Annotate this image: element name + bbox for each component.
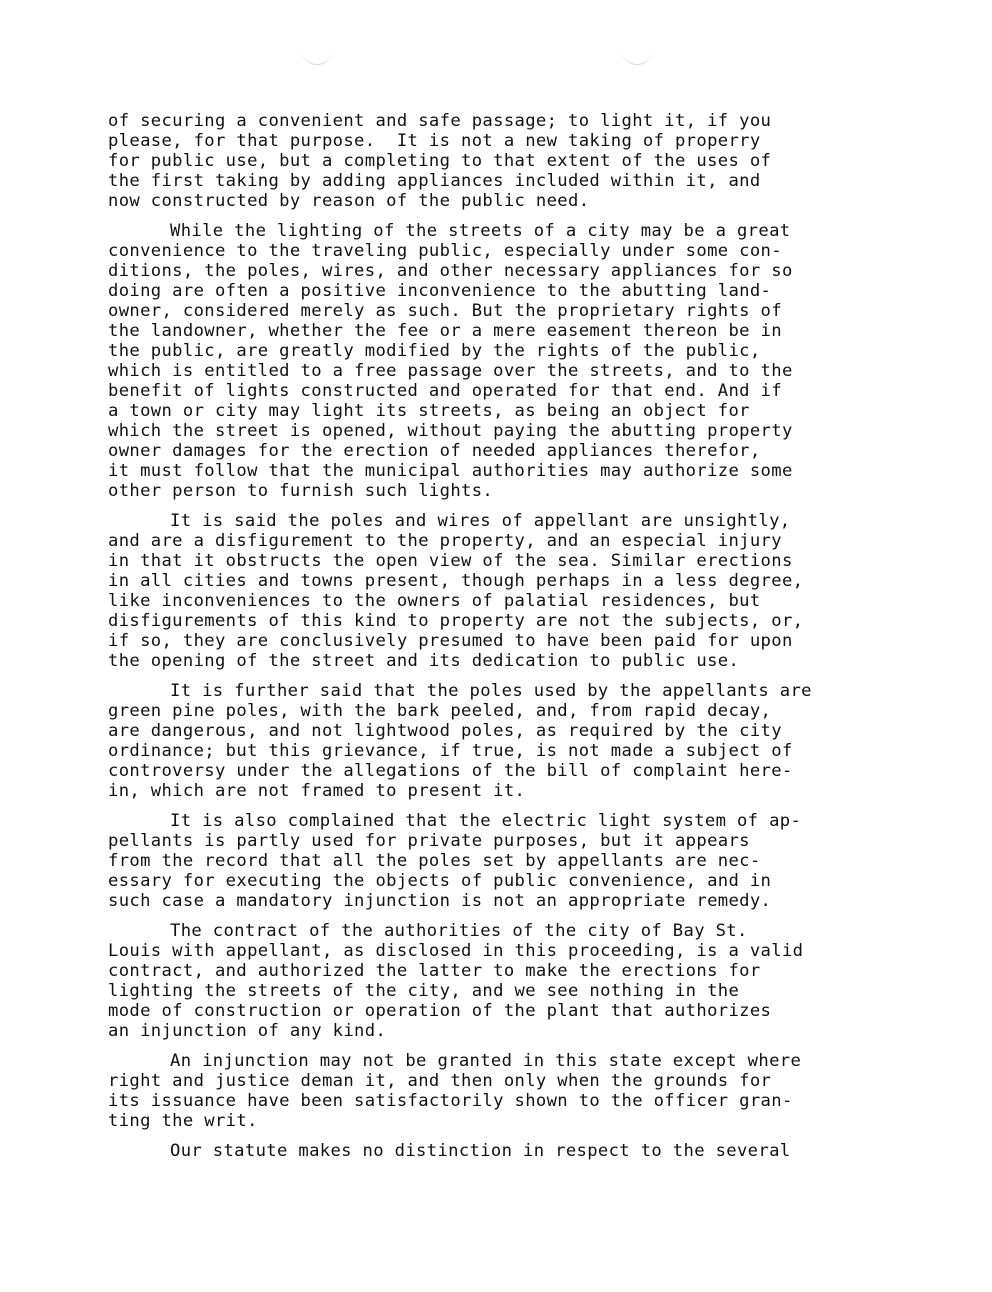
text-line: of securing a convenient and safe passage; to light it, if you	[108, 111, 772, 131]
text-line: pellants is partly used for private purposes, but it appears	[108, 831, 750, 851]
text-line: in all cities and towns present, though perhaps in a less degree,	[108, 571, 804, 591]
text-line: from the record that all the poles set by appellants are nec-	[108, 851, 761, 871]
text-line: ditions, the poles, wires, and other necessary appliances for so	[108, 261, 793, 281]
text-line: the opening of the street and its dedication to public use.	[108, 651, 740, 671]
paragraph	[108, 221, 908, 501]
text-line: please, for that purpose. It is not a new taking of properry	[108, 131, 761, 151]
document-body	[108, 111, 908, 1171]
text-line: It is also complained that the electric light system of ap-	[170, 811, 802, 831]
text-line: convenience to the traveling public, especially under some con-	[108, 241, 782, 261]
text-line: The contract of the authorities of the city of Bay St.	[170, 921, 748, 941]
text-line: Louis with appellant, as disclosed in this proceeding, is a valid	[108, 941, 804, 961]
text-line: now constructed by reason of the public need.	[108, 191, 590, 211]
text-line: owner, considered merely as such. But the proprietary rights of	[108, 301, 782, 321]
text-line: its issuance have been satisfactorily shown to the officer gran-	[108, 1091, 793, 1111]
text-line: disfigurements of this kind to property are not the subjects, or,	[108, 611, 804, 631]
text-line: the public, are greatly modified by the rights of the public,	[108, 341, 761, 361]
text-line: an injunction of any kind.	[108, 1021, 387, 1041]
text-line: for public use, but a completing to that extent of the uses of	[108, 151, 772, 171]
text-line: are dangerous, and not lightwood poles, as required by the city	[108, 721, 782, 741]
paragraph	[108, 1051, 908, 1131]
text-line: While the lighting of the streets of a city may be a great	[170, 221, 791, 241]
text-line: Our statute makes no distinction in respect to the several	[170, 1141, 791, 1161]
text-line: the first taking by adding appliances included within it, and	[108, 171, 761, 191]
text-line: contract, and authorized the latter to make the erections for	[108, 961, 761, 981]
text-line: and are a disfigurement to the property, and an especial injury	[108, 531, 782, 551]
text-line: It is further said that the poles used by the appellants are	[170, 681, 812, 701]
text-line: doing are often a positive inconvenience to the abutting land-	[108, 281, 772, 301]
text-line: lighting the streets of the city, and we see nothing in the	[108, 981, 740, 1001]
paragraph	[108, 1141, 908, 1161]
text-line: right and justice deman it, and then only when the grounds for	[108, 1071, 772, 1091]
text-line: ordinance; but this grievance, if true, is not made a subject of	[108, 741, 793, 761]
text-line: benefit of lights constructed and operated for that end. And if	[108, 381, 782, 401]
punch-hole-mark	[622, 38, 652, 65]
text-line: which is entitled to a free passage over the streets, and to the	[108, 361, 793, 381]
text-line: like inconveniences to the owners of palatial residences, but	[108, 591, 761, 611]
text-line: other person to furnish such lights.	[108, 481, 494, 501]
paragraph	[108, 811, 908, 911]
text-line: a town or city may light its streets, as being an object for	[108, 401, 750, 421]
text-line: It is said the poles and wires of appellant are unsightly,	[170, 511, 791, 531]
text-line: essary for executing the objects of public convenience, and in	[108, 871, 772, 891]
text-line: if so, they are conclusively presumed to have been paid for upon	[108, 631, 793, 651]
text-line: it must follow that the municipal authorities may authorize some	[108, 461, 793, 481]
text-line: ting the writ.	[108, 1111, 258, 1131]
paragraph	[108, 511, 908, 671]
paragraph	[108, 681, 908, 801]
text-line: such case a mandatory injunction is not an appropriate remedy.	[108, 891, 772, 911]
paragraph	[108, 921, 908, 1041]
text-line: in that it obstructs the open view of the sea. Similar erections	[108, 551, 793, 571]
text-line: mode of construction or operation of the plant that authorizes	[108, 1001, 772, 1021]
paragraph	[108, 111, 908, 211]
text-line: in, which are not framed to present it.	[108, 781, 526, 801]
text-line: the landowner, whether the fee or a mere easement thereon be in	[108, 321, 782, 341]
text-line: controversy under the allegations of the bill of complaint here-	[108, 761, 793, 781]
text-line: An injunction may not be granted in this state except where	[170, 1051, 802, 1071]
text-line: owner damages for the erection of needed appliances therefor,	[108, 441, 761, 461]
text-line: green pine poles, with the bark peeled, and, from rapid decay,	[108, 701, 772, 721]
text-line: which the street is opened, without paying the abutting property	[108, 421, 793, 441]
punch-hole-mark	[302, 38, 332, 65]
